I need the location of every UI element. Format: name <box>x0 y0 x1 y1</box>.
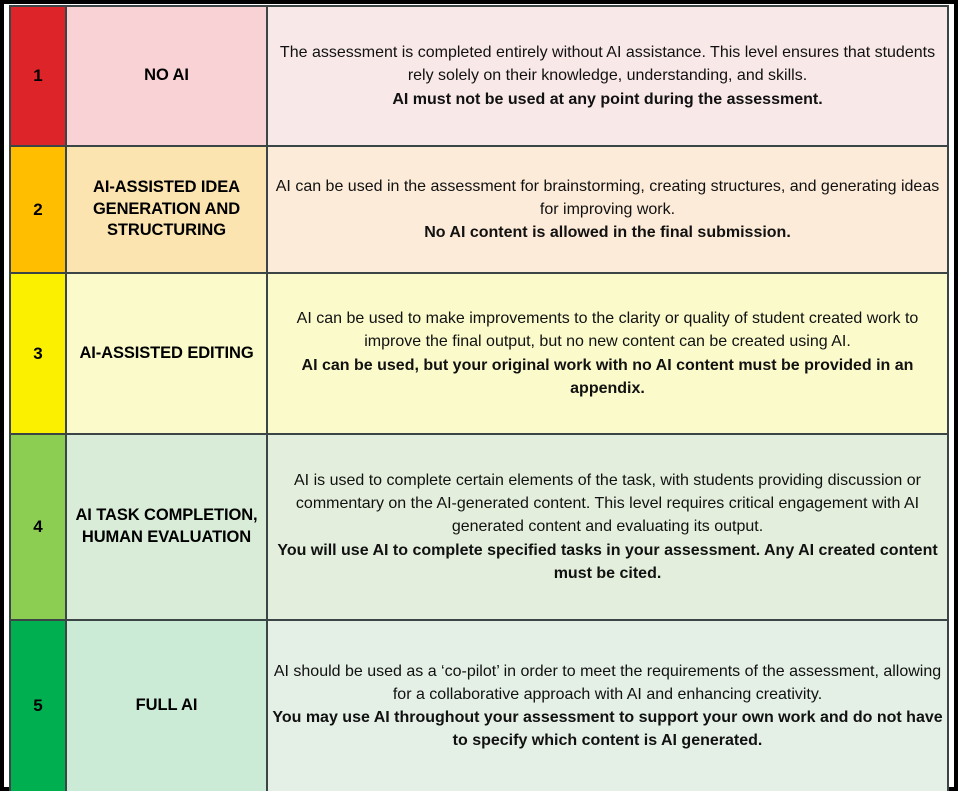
table-row <box>10 146 948 273</box>
ai-assessment-scale-table <box>9 5 949 791</box>
level-name-cell-2: AI-ASSISTED IDEA GENERATION AND STRUCTURING <box>66 146 267 273</box>
level-name-cell-3: AI-ASSISTED EDITING <box>66 273 267 434</box>
level-description-cell-3 <box>267 273 948 434</box>
level-number-cell-2: 2 <box>10 146 66 273</box>
description-text: AI can be used in the assessment for brainstorming, creating structures, and generating ideas for improving work. <box>275 177 940 218</box>
level-number-cell-5: 5 <box>10 620 66 791</box>
level-description-cell-5 <box>267 620 948 791</box>
description-rule: AI can be used, but your original work with no AI content must be provided in an appendix. <box>301 356 914 397</box>
description-text: AI should be used as a ‘co-pilot’ in order to meet the requirements of the assessment, allowing for a collaborative approach with AI and enhancing creativity. <box>273 662 942 703</box>
level-number-cell-4: 4 <box>10 434 66 620</box>
table-row <box>10 6 948 146</box>
table-row <box>10 273 948 434</box>
level-number-cell-1: 1 <box>10 6 66 146</box>
level-name-cell-5: FULL AI <box>66 620 267 791</box>
description-text: AI can be used to make improvements to the clarity or quality of student created work to improve the final output, but no new content can be created using AI. <box>296 310 919 351</box>
level-name-cell-1: NO AI <box>66 6 267 146</box>
level-number-cell-3: 3 <box>10 273 66 434</box>
description-rule: You may use AI throughout your assessment to support your own work and do not have to specify which content is AI generated. <box>272 709 943 750</box>
description-rule: No AI content is allowed in the final submission. <box>424 224 791 242</box>
description-rule: AI must not be used at any point during the assessment. <box>392 90 823 108</box>
level-description-cell-2 <box>267 146 948 273</box>
level-description-cell-4 <box>267 434 948 620</box>
table-row <box>10 620 948 791</box>
description-rule: You will use AI to complete specified tasks in your assessment. Any AI created content must be cited. <box>277 541 938 582</box>
level-description-cell-1 <box>267 6 948 146</box>
table-row <box>10 434 948 620</box>
description-text: The assessment is completed entirely without AI assistance. This level ensures that students rely solely on their knowledge, understanding, and skills. <box>279 44 936 85</box>
description-text: AI is used to complete certain elements of the task, with students providing discussion or commentary on the AI-generated content. This level requires critical engagement with AI generated content and evaluating its output. <box>294 472 921 536</box>
level-name-cell-4: AI TASK COMPLETION, HUMAN EVALUATION <box>66 434 267 620</box>
